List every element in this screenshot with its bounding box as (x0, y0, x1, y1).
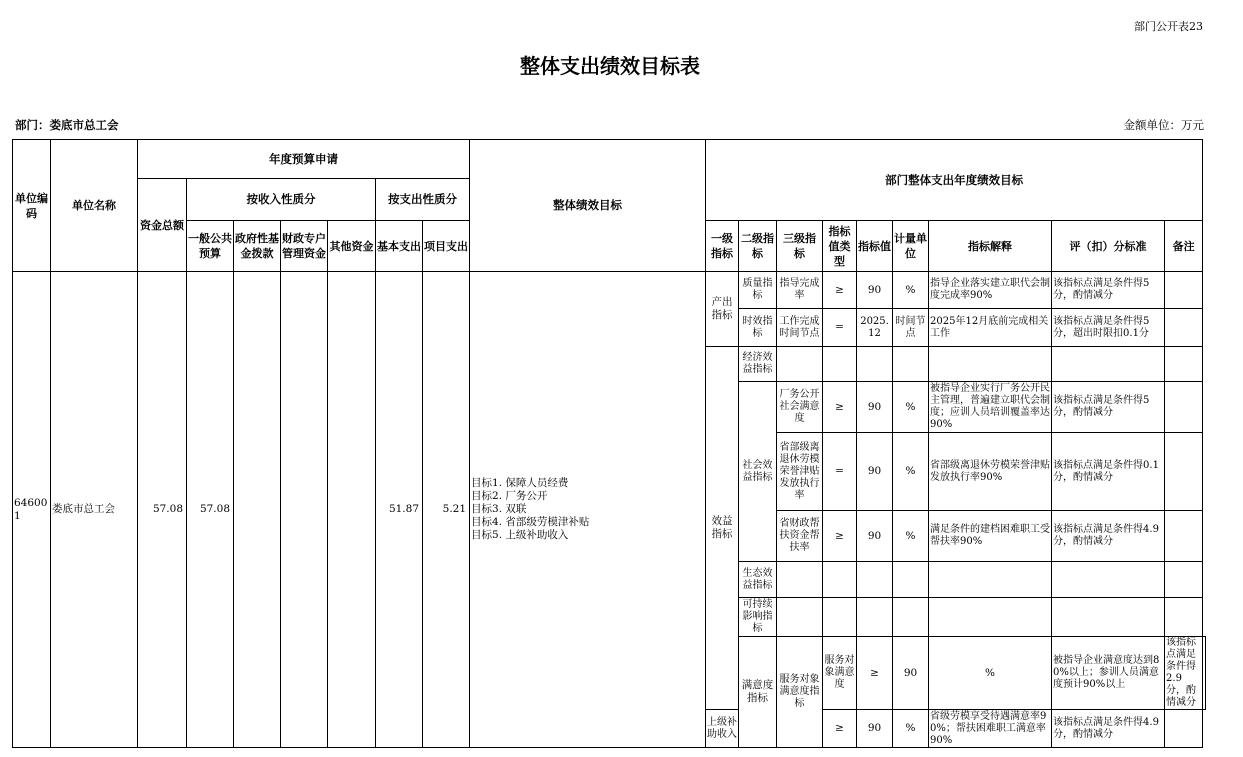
indicator-unit: % (893, 511, 929, 562)
indicator-remarks (1165, 433, 1203, 511)
header-level1: 一级指标 (706, 221, 739, 272)
indicator-remarks (1165, 710, 1203, 748)
level2-sustainable: 可持续影响指标 (739, 598, 777, 637)
indicator-remarks (1165, 598, 1203, 637)
level1-output: 产出指标 (706, 272, 739, 347)
indicator-name (777, 598, 823, 637)
other-funds-cell (328, 272, 376, 748)
indicator-remarks (1165, 347, 1203, 382)
indicator-name: 上级补助收入 (706, 710, 739, 748)
total-funds-cell: 57.08 (138, 272, 187, 748)
overall-goals-cell (470, 272, 706, 748)
header-general-budget: 一般公共预算 (187, 221, 234, 272)
fiscal-special-cell (281, 272, 328, 748)
header-remarks: 备注 (1165, 221, 1203, 272)
indicator-type: = (823, 309, 857, 347)
header-unit-code: 单位编码 (13, 140, 51, 272)
header-project-expense: 项目支出 (423, 221, 470, 272)
indicator-name: 省财政帮扶资金帮扶率 (777, 511, 823, 562)
indicator-type (823, 347, 857, 382)
amount-unit-label: 金额单位：万元 (1123, 118, 1204, 132)
header-other-funds: 其他资金 (328, 221, 376, 272)
indicator-remarks (1165, 511, 1203, 562)
indicator-name: 厂务公开社会满意度 (777, 382, 823, 433)
indicator-unit: % (929, 637, 1052, 710)
indicator-remarks (1165, 382, 1203, 433)
header-measure-unit: 计量单位 (893, 221, 929, 272)
indicator-value: 90 (857, 382, 893, 433)
indicator-explanation: 2025年12月底前完成相关工作 (929, 309, 1052, 347)
header-value: 指标值 (857, 221, 893, 272)
indicator-value (857, 562, 893, 598)
indicator-name: 工作完成时间节点 (777, 309, 823, 347)
indicator-unit (893, 347, 929, 382)
indicator-unit (893, 562, 929, 598)
indicator-name (777, 562, 823, 598)
page-title: 整体支出绩效目标表 (520, 54, 700, 78)
header-basic-expense: 基本支出 (376, 221, 423, 272)
indicator-value (857, 598, 893, 637)
indicator-type: ≥ (823, 382, 857, 433)
indicator-value: 90 (857, 710, 893, 748)
indicator-scoring: 该指标点满足条件得4.9分，酌情减分 (1052, 710, 1165, 748)
indicator-value: 2025.12 (857, 309, 893, 347)
indicator-unit: % (893, 382, 929, 433)
goal-item: 目标2. 厂务公开 (471, 490, 548, 502)
header-scoring: 评（扣）分标准 (1052, 221, 1165, 272)
header-overall-goal: 整体绩效目标 (470, 140, 706, 272)
department-label: 部门：娄底市总工会 (15, 118, 119, 132)
level2-quality: 质量指标 (739, 272, 777, 309)
indicator-scoring (1052, 598, 1165, 637)
indicator-value: 90 (857, 433, 893, 511)
indicator-type: ≥ (857, 637, 893, 710)
indicator-name: 指导完成率 (777, 272, 823, 309)
goal-item: 目标5. 上级补助收入 (471, 529, 569, 541)
indicator-name: 服务对象满意度 (823, 637, 857, 710)
indicator-type: ≥ (823, 511, 857, 562)
header-unit-name: 单位名称 (51, 140, 138, 272)
indicator-type: = (823, 433, 857, 511)
indicator-explanation: 满足条件的建档困难职工受帮扶率90% (929, 511, 1052, 562)
level2-social: 社会效益指标 (739, 382, 777, 562)
level2-timeliness: 时效指标 (739, 309, 777, 347)
indicator-explanation: 被指导企业实行厂务公开民主管理，普遍建立职代会制度；应训人员培训覆盖率达90% (929, 382, 1052, 433)
general-budget-cell: 57.08 (187, 272, 234, 748)
level2-service-satisfaction: 服务对象满意度指标 (777, 637, 823, 748)
indicator-explanation (929, 562, 1052, 598)
unit-code-cell: 646001 (13, 272, 51, 748)
goal-item: 目标3. 双联 (471, 503, 527, 515)
header-total-funds: 资金总额 (138, 179, 187, 272)
indicator-scoring: 该指标点满足条件得5分，超出时限扣0.1分 (1052, 309, 1165, 347)
form-number: 部门公开表23 (1134, 20, 1203, 33)
level1-satisfaction: 满意度指标 (739, 637, 777, 748)
header-dept-goal: 部门整体支出年度绩效目标 (706, 140, 1203, 221)
indicator-value: 90 (893, 637, 929, 710)
indicator-unit: 时间节点 (893, 309, 929, 347)
indicator-remarks (1165, 272, 1203, 309)
indicator-scoring: 该指标点满足条件得5分，酌情减分 (1052, 382, 1165, 433)
indicator-unit: % (893, 272, 929, 309)
indicator-type: ≥ (823, 710, 857, 748)
goal-item: 目标4. 省部级劳模津补贴 (471, 516, 590, 528)
indicator-scoring: 该指标点满足条件得5分，酌情减分 (1052, 272, 1165, 309)
goal-item: 目标1. 保障人员经费 (471, 477, 569, 489)
header-fiscal-special: 财政专户管理资金 (281, 221, 328, 272)
indicator-explanation: 被指导企业满意度达到80%以上；参训人员满意度预计90%以上 (1052, 637, 1165, 710)
indicator-scoring: 该指标点满足条件得0.1分，酌情减分 (1052, 433, 1165, 511)
header-explanation: 指标解释 (929, 221, 1052, 272)
indicator-remarks (1165, 562, 1203, 598)
indicator-type: ≥ (823, 272, 857, 309)
indicator-explanation (929, 347, 1052, 382)
header-value-type: 指标值类型 (823, 221, 857, 272)
basic-expense-cell: 51.87 (376, 272, 423, 748)
header-by-expense: 按支出性质分 (376, 179, 470, 221)
indicator-unit: % (893, 433, 929, 511)
header-gov-fund: 政府性基金拨款 (234, 221, 281, 272)
indicator-name: 省部级离退休劳模荣誉津贴发放执行率 (777, 433, 823, 511)
indicator-unit (893, 598, 929, 637)
level2-ecological: 生态效益指标 (739, 562, 777, 598)
indicator-type (823, 598, 857, 637)
indicator-value: 90 (857, 511, 893, 562)
header-level3: 三级指标 (777, 221, 823, 272)
indicator-type (823, 562, 857, 598)
indicator-remarks (1203, 637, 1206, 710)
level2-economic: 经济效益指标 (739, 347, 777, 382)
project-expense-cell: 5.21 (423, 272, 470, 748)
indicator-name (777, 347, 823, 382)
indicator-scoring: 该指标点满足条件得4.9分，酌情减分 (1052, 511, 1165, 562)
indicator-explanation: 省部级离退休劳模荣誉津贴发放执行率90% (929, 433, 1052, 511)
level1-benefit: 效益指标 (706, 347, 739, 710)
indicator-explanation (929, 598, 1052, 637)
indicator-explanation: 指导企业落实建立职代会制度完成率90% (929, 272, 1052, 309)
indicator-scoring (1052, 562, 1165, 598)
indicator-scoring: 该指标点满足条件得2.9分，酌情减分 (1165, 637, 1203, 710)
indicator-value: 90 (857, 272, 893, 309)
header-annual-budget: 年度预算申请 (138, 140, 470, 179)
unit-name-cell: 娄底市总工会 (51, 272, 138, 748)
gov-fund-cell (234, 272, 281, 748)
indicator-value (857, 347, 893, 382)
indicator-explanation: 省级劳模享受待遇满意率90%；帮扶困难职工满意率90% (929, 710, 1052, 748)
indicator-unit: % (893, 710, 929, 748)
header-level2: 二级指标 (739, 221, 777, 272)
indicator-scoring (1052, 347, 1165, 382)
performance-goal-table (12, 139, 1206, 748)
header-by-income: 按收入性质分 (187, 179, 376, 221)
indicator-remarks (1165, 309, 1203, 347)
